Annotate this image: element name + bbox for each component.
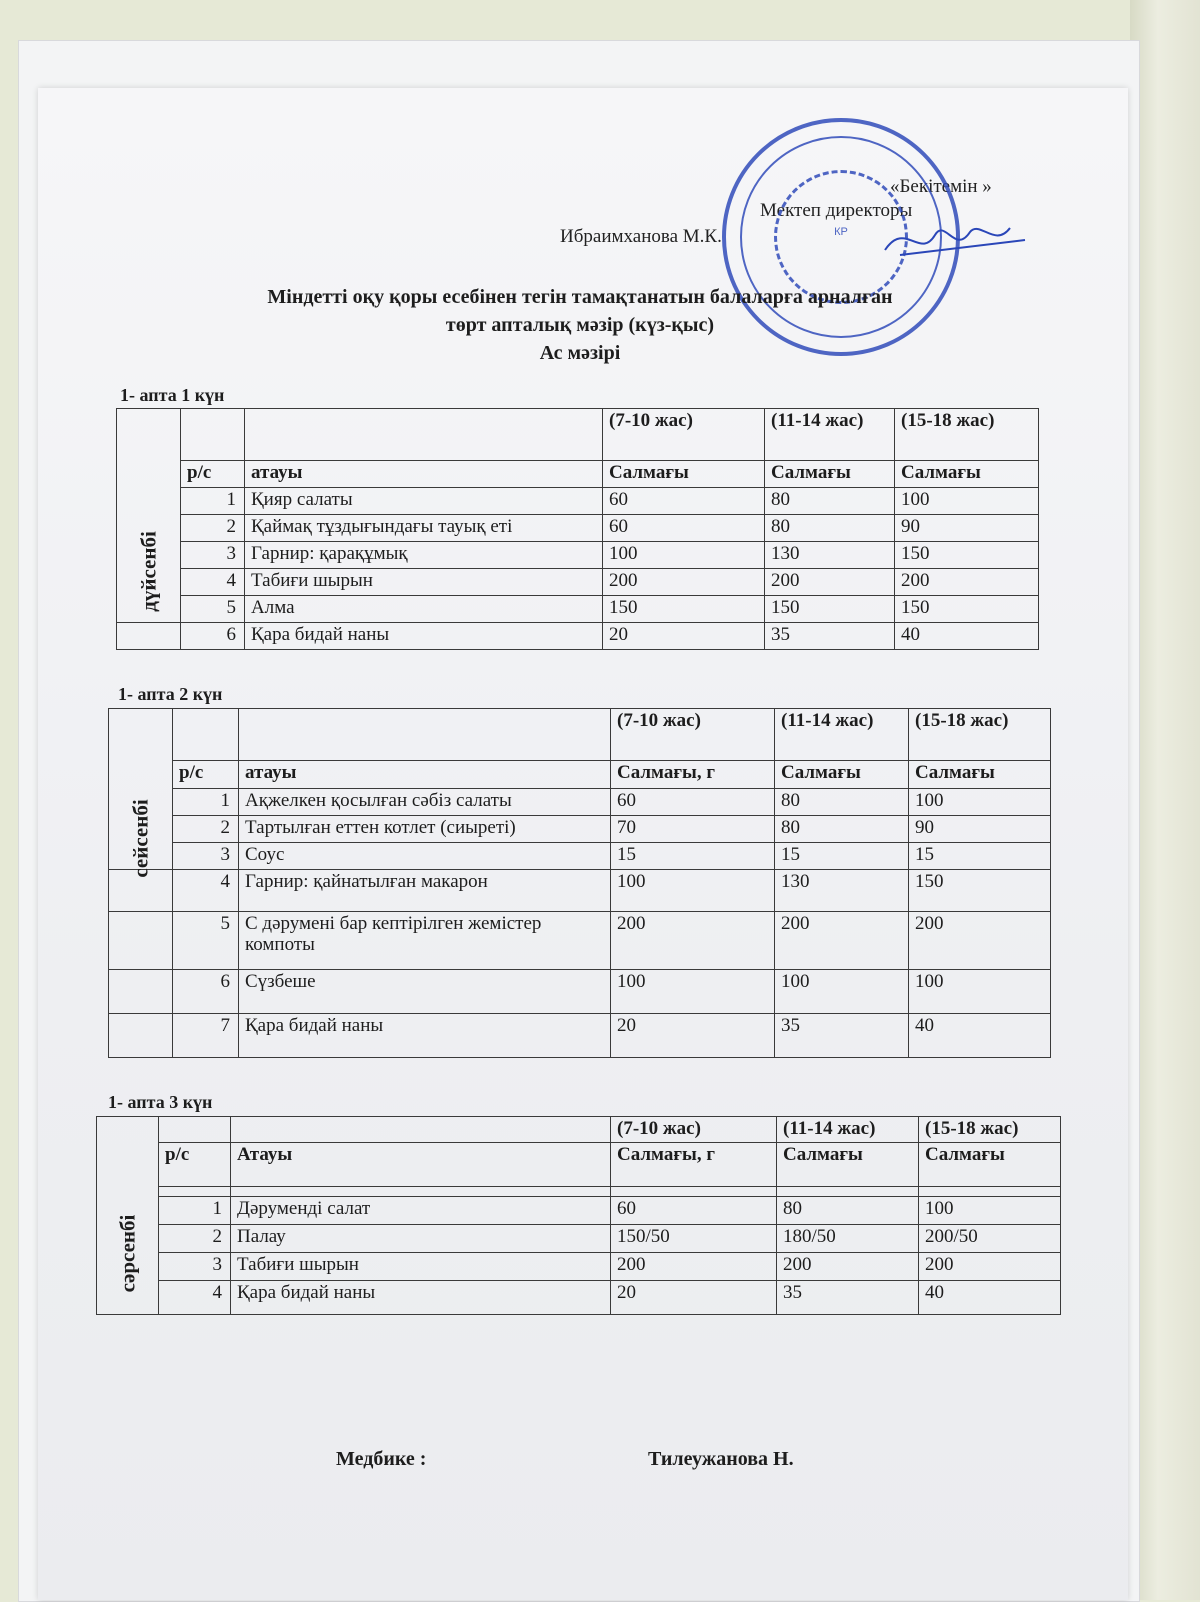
stamp-label: КР (834, 226, 848, 238)
row-number: 5 (173, 912, 239, 970)
week-day-label: 1- апта 2 күн (118, 684, 223, 704)
approval-line-2: Мектеп директоры (760, 200, 913, 221)
empty-header-cell (231, 1117, 611, 1143)
weight-11-14: 130 (765, 542, 895, 569)
weight-15-18: 40 (909, 1014, 1051, 1058)
table-row (117, 596, 1039, 623)
column-header: Салмағы (603, 461, 765, 488)
weight-7-10: 60 (603, 515, 765, 542)
dish-name: Қияр салаты (245, 488, 603, 515)
weight-7-10: 150/50 (611, 1225, 777, 1253)
table-row (109, 1014, 1051, 1058)
row-number: 4 (173, 870, 239, 912)
weight-7-10: 70 (611, 816, 775, 843)
dish-name: Гарнир: қайнатылған макарон (239, 870, 611, 912)
weight-7-10: 20 (611, 1014, 775, 1058)
row-number: 5 (181, 596, 245, 623)
week-day-label: 1- апта 1 күн (120, 385, 225, 405)
title-line-2: төрт апталық мәзір (күз-қыс) (445, 314, 715, 336)
table-row (109, 816, 1051, 843)
column-header: Салмағы (777, 1143, 919, 1187)
weight-15-18: 100 (909, 970, 1051, 1014)
weight-11-14: 80 (777, 1197, 919, 1225)
age-header: (15-18 жас) (919, 1117, 1061, 1143)
column-header: Салмағы (775, 761, 909, 789)
dish-name: Гарнир: қарақұмық (245, 542, 603, 569)
column-header: атауы (245, 461, 603, 488)
weight-11-14: 200 (765, 569, 895, 596)
empty-day-cell (109, 970, 173, 1014)
dish-name: Алма (245, 596, 603, 623)
age-header: (11-14 жас) (775, 709, 909, 761)
weight-15-18: 100 (919, 1197, 1061, 1225)
day-name-cell (109, 709, 173, 878)
dish-name: Сүзбеше (239, 970, 611, 1014)
dish-name: Табиғи шырын (245, 569, 603, 596)
dish-name: Палау (231, 1225, 611, 1253)
empty-header-cell (239, 709, 611, 761)
day-name: сәрсенбі (115, 1214, 139, 1293)
dish-name: Соус (239, 843, 611, 870)
table-row (117, 623, 1039, 650)
footer-name: Тилеужанова Н. (648, 1448, 794, 1470)
table-row (117, 569, 1039, 596)
column-header: Салмағы (765, 461, 895, 488)
weight-11-14: 80 (775, 789, 909, 816)
weight-15-18: 90 (909, 816, 1051, 843)
column-header: Атауы (231, 1143, 611, 1187)
age-header: (15-18 жас) (909, 709, 1051, 761)
day-name: дүйсенбі (136, 531, 160, 612)
table-row (97, 1253, 1061, 1281)
empty-header-cell (181, 409, 245, 461)
empty-header-cell (159, 1117, 231, 1143)
weight-15-18: 200/50 (919, 1225, 1061, 1253)
column-header: Салмағы, г (611, 1143, 777, 1187)
weight-11-14: 15 (775, 843, 909, 870)
column-header: Салмағы (909, 761, 1051, 789)
weight-11-14: 80 (765, 488, 895, 515)
row-number: 3 (181, 542, 245, 569)
weight-7-10: 100 (611, 970, 775, 1014)
weight-15-18: 100 (895, 488, 1039, 515)
weight-15-18: 90 (895, 515, 1039, 542)
signature-icon (880, 210, 1030, 270)
age-header: (7-10 жас) (611, 1117, 777, 1143)
dish-name: Тартылған еттен котлет (сиыреті) (239, 816, 611, 843)
menu-table-day-3 (96, 1116, 1061, 1315)
weight-11-14: 35 (777, 1281, 919, 1315)
spacer-cell (611, 1187, 777, 1197)
table-row (109, 970, 1051, 1014)
week-day-label: 1- апта 3 күн (108, 1092, 213, 1112)
dish-name: Қара бидай наны (239, 1014, 611, 1058)
table-row (109, 843, 1051, 870)
table-row (109, 789, 1051, 816)
dish-name: Дәруменді салат (231, 1197, 611, 1225)
dish-name: Қаймақ тұздығындағы тауық еті (245, 515, 603, 542)
weight-7-10: 20 (611, 1281, 777, 1315)
table-row (97, 1225, 1061, 1253)
age-header: (7-10 жас) (611, 709, 775, 761)
dish-name: Ақжелкен қосылған сәбіз салаты (239, 789, 611, 816)
weight-7-10: 200 (611, 912, 775, 970)
table-row (109, 870, 1051, 912)
day-name-cell (97, 1117, 159, 1315)
dish-name: Қара бидай наны (245, 623, 603, 650)
row-number: 3 (159, 1253, 231, 1281)
table-row (97, 1197, 1061, 1225)
row-number: 1 (181, 488, 245, 515)
spacer-cell (919, 1187, 1061, 1197)
approval-line-3: Ибраимханова М.К. (560, 226, 722, 247)
dish-name: С дәрумені бар кептірілген жемістер компоты (239, 912, 611, 970)
table-row (97, 1281, 1061, 1315)
weight-11-14: 35 (765, 623, 895, 650)
weight-15-18: 200 (919, 1253, 1061, 1281)
row-number: 1 (173, 789, 239, 816)
weight-7-10: 20 (603, 623, 765, 650)
title-line-3: Ас мәзірі (539, 342, 621, 364)
title-line-1: Міндетті оқу қоры есебінен тегін тамақтанатын балаларға арналған (267, 286, 893, 308)
weight-11-14: 200 (775, 912, 909, 970)
empty-day-cell (109, 1014, 173, 1058)
column-header: Салмағы (919, 1143, 1061, 1187)
empty-header-cell (173, 709, 239, 761)
weight-7-10: 15 (611, 843, 775, 870)
weight-7-10: 60 (611, 789, 775, 816)
spacer-cell (777, 1187, 919, 1197)
weight-15-18: 150 (895, 542, 1039, 569)
dish-name: Табиғи шырын (231, 1253, 611, 1281)
row-number: 4 (159, 1281, 231, 1315)
column-header: Салмағы, г (611, 761, 775, 789)
day-name-cell (117, 409, 181, 623)
day-name: сейсенбі (128, 799, 152, 878)
row-number: 6 (173, 970, 239, 1014)
row-number: 6 (181, 623, 245, 650)
weight-7-10: 60 (603, 488, 765, 515)
weight-7-10: 200 (611, 1253, 777, 1281)
column-header: Салмағы (895, 461, 1039, 488)
table-row (117, 515, 1039, 542)
weight-15-18: 40 (919, 1281, 1061, 1315)
table-row (109, 912, 1051, 970)
weight-15-18: 150 (895, 596, 1039, 623)
menu-table-day-2 (108, 708, 1051, 1058)
weight-15-18: 150 (909, 870, 1051, 912)
weight-11-14: 180/50 (777, 1225, 919, 1253)
column-header: р/с (159, 1143, 231, 1187)
weight-15-18: 100 (909, 789, 1051, 816)
weight-15-18: 200 (909, 912, 1051, 970)
weight-11-14: 200 (777, 1253, 919, 1281)
row-number: 2 (159, 1225, 231, 1253)
row-number: 3 (173, 843, 239, 870)
age-header: (15-18 жас) (895, 409, 1039, 461)
weight-15-18: 200 (895, 569, 1039, 596)
weight-11-14: 80 (775, 816, 909, 843)
approval-line-1: «Бекітемін » (890, 176, 992, 197)
row-number: 2 (181, 515, 245, 542)
row-number: 1 (159, 1197, 231, 1225)
weight-7-10: 60 (611, 1197, 777, 1225)
weight-7-10: 100 (603, 542, 765, 569)
row-number: 2 (173, 816, 239, 843)
row-number: 4 (181, 569, 245, 596)
menu-table-day-1 (116, 408, 1039, 650)
weight-7-10: 200 (603, 569, 765, 596)
column-header: р/с (181, 461, 245, 488)
age-header: (11-14 жас) (777, 1117, 919, 1143)
dish-name: Қара бидай наны (231, 1281, 611, 1315)
weight-11-14: 100 (775, 970, 909, 1014)
row-number: 7 (173, 1014, 239, 1058)
weight-11-14: 35 (775, 1014, 909, 1058)
table-row (117, 542, 1039, 569)
footer-role: Медбике : (336, 1448, 427, 1470)
weight-11-14: 150 (765, 596, 895, 623)
empty-day-cell (109, 912, 173, 970)
empty-header-cell (245, 409, 603, 461)
weight-7-10: 100 (611, 870, 775, 912)
empty-day-cell (117, 623, 181, 650)
column-header: р/с (173, 761, 239, 789)
weight-11-14: 80 (765, 515, 895, 542)
weight-11-14: 130 (775, 870, 909, 912)
spacer-cell (159, 1187, 231, 1197)
weight-15-18: 15 (909, 843, 1051, 870)
weight-7-10: 150 (603, 596, 765, 623)
spacer-cell (231, 1187, 611, 1197)
column-header: атауы (239, 761, 611, 789)
weight-15-18: 40 (895, 623, 1039, 650)
table-row (117, 488, 1039, 515)
age-header: (7-10 жас) (603, 409, 765, 461)
wall-background (1130, 0, 1200, 1600)
age-header: (11-14 жас) (765, 409, 895, 461)
